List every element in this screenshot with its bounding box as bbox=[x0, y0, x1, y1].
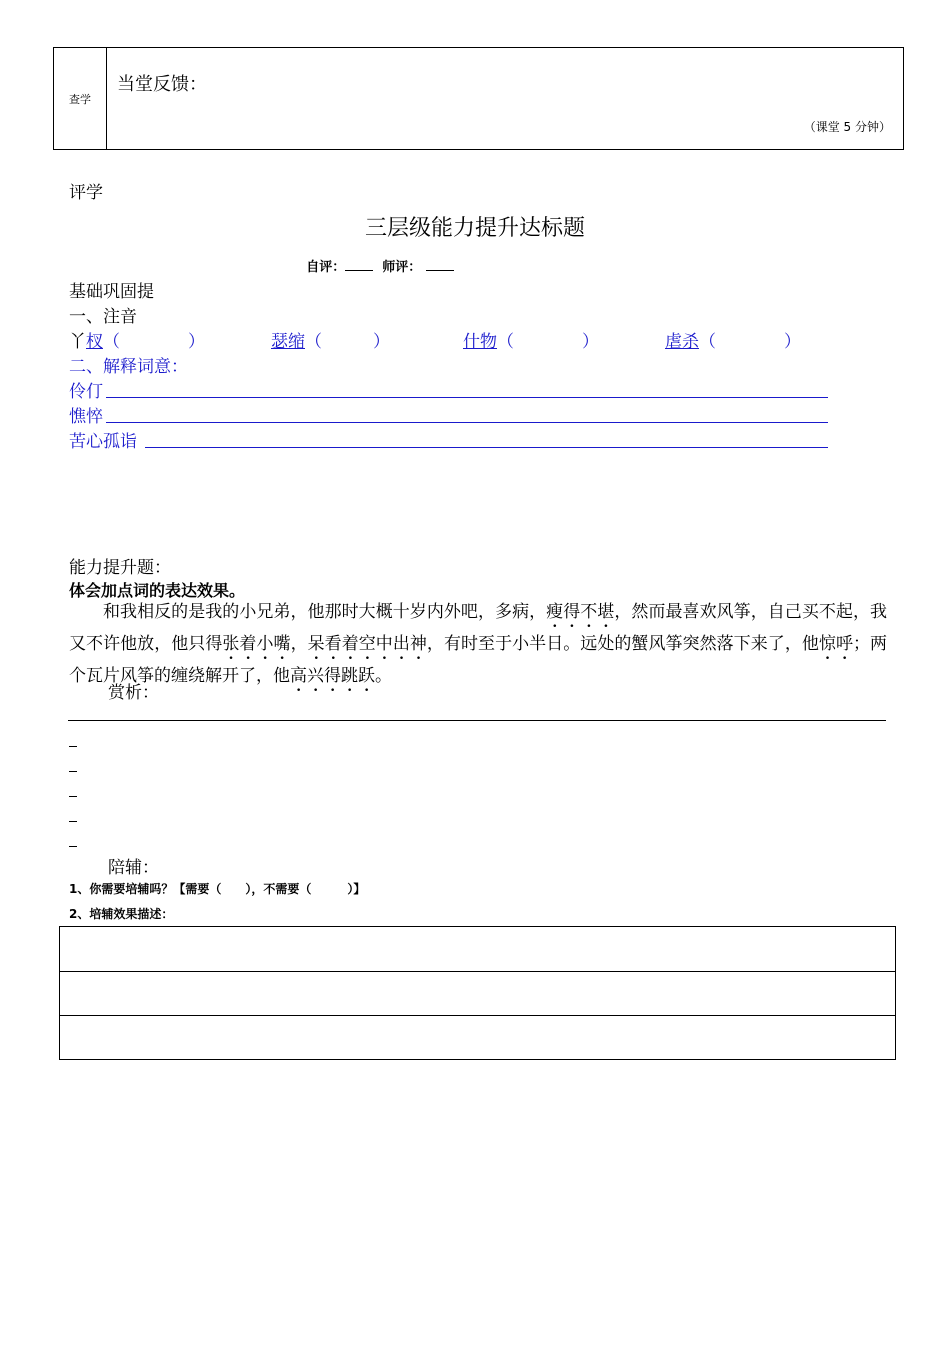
self-eval-blank[interactable] bbox=[345, 259, 373, 271]
appreciation-answer-line[interactable] bbox=[68, 720, 886, 721]
dotted-word: 高兴得跳跃 bbox=[290, 666, 375, 686]
table-divider bbox=[106, 48, 107, 149]
pinyin-item[interactable]: 什物（ ） bbox=[463, 332, 599, 352]
feedback-title: 当堂反馈： bbox=[117, 74, 207, 95]
table-row-divider bbox=[60, 1015, 895, 1016]
tutoring-effect-table bbox=[59, 926, 896, 1060]
answer-dash bbox=[69, 796, 77, 797]
page-title: 三层级能力提升达标题 bbox=[364, 216, 585, 241]
ability-heading: 能力提升题： bbox=[69, 558, 171, 578]
evaluation-line bbox=[0, 256, 760, 275]
self-eval-label: 自评： bbox=[306, 260, 346, 275]
ping-xue-label: 评学 bbox=[69, 183, 103, 203]
tutoring-question-2: 2、培辅效果描述： bbox=[69, 907, 174, 921]
class-time-note: （课堂 5 分钟） bbox=[803, 120, 891, 134]
answer-dash bbox=[69, 771, 77, 772]
answer-dash bbox=[69, 746, 77, 747]
pinyin-item[interactable]: 瑟缩（ ） bbox=[271, 332, 390, 352]
pinyin-heading: 一、注音 bbox=[69, 307, 137, 327]
basic-heading: 基础巩固提 bbox=[69, 282, 154, 302]
dotted-word: 呆看着空中出神 bbox=[307, 634, 427, 654]
pinyin-item[interactable]: 虐杀（ ） bbox=[665, 332, 801, 352]
table-row-divider bbox=[60, 971, 895, 972]
feedback-table bbox=[53, 47, 904, 150]
answer-dash bbox=[69, 846, 77, 847]
definition-heading: 二、解释词意： bbox=[69, 357, 188, 377]
reading-passage: 和我相反的是我的小兄弟，他那时大概十岁内外吧，多病，瘦得不堪，然而最喜欢风筝，自己买不起，我又不许他放，他只得张着小嘴，呆看着空中出神，有时至于小半日。远处的蟹风筝突然落下来了，他惊呼；两个瓦片风筝的缠绕解开了，他高兴得跳跃。 bbox=[69, 602, 888, 686]
answer-dash bbox=[69, 821, 77, 822]
tutoring-question-1: 1、你需要培辅吗？【需要（ ），不需要（ ）】 bbox=[69, 882, 366, 896]
definition-answer-line[interactable] bbox=[106, 422, 828, 423]
side-label-cha-xue: 查学 bbox=[69, 92, 91, 106]
appreciation-label: 赏析： bbox=[108, 683, 159, 703]
teacher-eval-blank[interactable] bbox=[426, 259, 454, 271]
dotted-word: 惊呼 bbox=[818, 634, 853, 654]
definition-term: 苦心孤诣 bbox=[69, 432, 137, 452]
dotted-word: 张着小嘴 bbox=[222, 634, 291, 654]
tutoring-label: 陪辅： bbox=[108, 858, 159, 878]
teacher-eval-label: 师评： bbox=[382, 260, 422, 275]
dotted-word: 瘦得不堪 bbox=[546, 602, 615, 622]
pinyin-item[interactable]: 丫杈（ ） bbox=[69, 332, 205, 352]
definition-answer-line[interactable] bbox=[106, 397, 828, 398]
definition-term: 伶仃 bbox=[69, 382, 103, 402]
ability-question: 体会加点词的表达效果。 bbox=[69, 581, 246, 600]
definition-term: 憔悴 bbox=[69, 407, 103, 427]
definition-answer-line[interactable] bbox=[145, 447, 828, 448]
pinyin-row bbox=[69, 327, 829, 351]
